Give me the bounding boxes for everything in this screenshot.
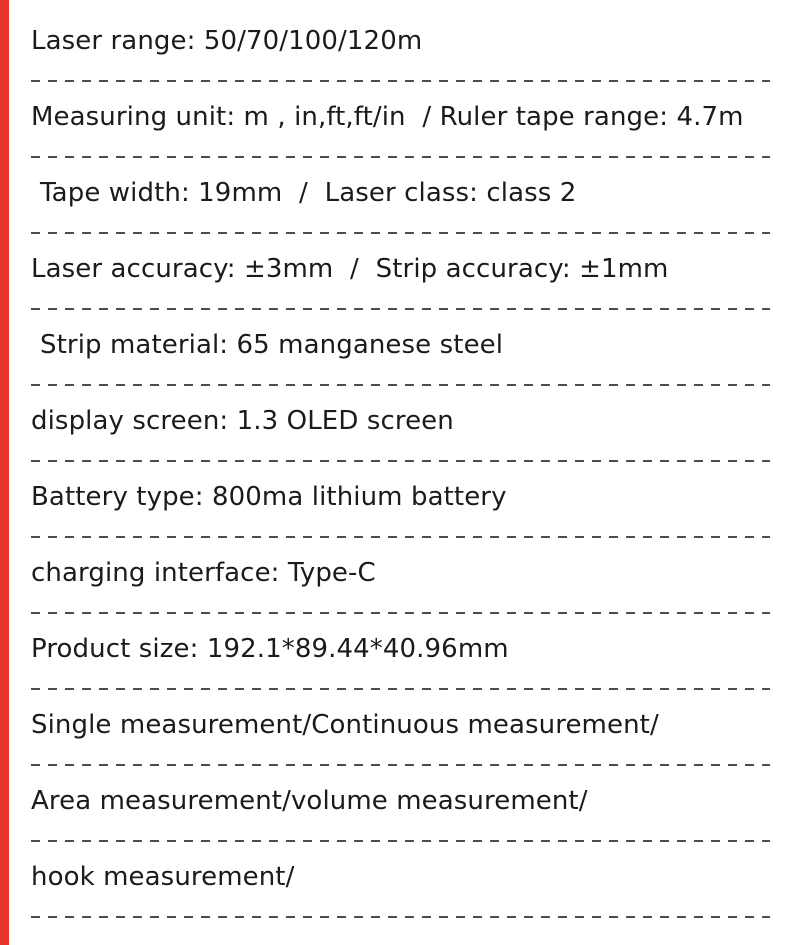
spec-row xyxy=(31,850,770,926)
dashed-divider xyxy=(31,916,770,918)
spec-text: Tape width: 19mm / Laser class: class 2 xyxy=(40,178,577,208)
spec-row xyxy=(31,318,770,394)
dashed-divider xyxy=(31,764,770,766)
spec-row xyxy=(31,166,770,242)
spec-text: Battery type: 800ma lithium battery xyxy=(31,482,507,512)
dashed-divider xyxy=(31,384,770,386)
dashed-divider xyxy=(31,536,770,538)
spec-text: Measuring unit: m , in,ft,ft/in / Ruler tape range: 4.7m xyxy=(31,102,744,132)
spec-text: Laser range: 50/70/100/120m xyxy=(31,26,423,56)
spec-text: Strip material: 65 manganese steel xyxy=(40,330,504,360)
dashed-divider xyxy=(31,156,770,158)
spec-row xyxy=(31,546,770,622)
spec-text: hook measurement/ xyxy=(31,862,295,892)
spec-text: Laser accuracy: ±3mm / Strip accuracy: ±1mm xyxy=(31,254,669,284)
spec-text: Single measurement/Continuous measurement/ xyxy=(31,710,659,740)
dashed-divider xyxy=(31,460,770,462)
spec-row xyxy=(31,14,770,90)
spec-row xyxy=(31,242,770,318)
red-accent-bar xyxy=(0,0,9,945)
spec-row xyxy=(31,90,770,166)
spec-text: charging interface: Type-C xyxy=(31,558,376,588)
spec-text: Area measurement/volume measurement/ xyxy=(31,786,588,816)
dashed-divider xyxy=(31,232,770,234)
dashed-divider xyxy=(31,688,770,690)
dashed-divider xyxy=(31,612,770,614)
dashed-divider xyxy=(31,80,770,82)
spec-row xyxy=(31,622,770,698)
spec-row xyxy=(31,470,770,546)
spec-text: display screen: 1.3 OLED screen xyxy=(31,406,454,436)
spec-list xyxy=(9,0,790,945)
spec-row xyxy=(31,394,770,470)
spec-text: Product size: 192.1*89.44*40.96mm xyxy=(31,634,509,664)
spec-row xyxy=(31,774,770,850)
dashed-divider xyxy=(31,840,770,842)
spec-row xyxy=(31,698,770,774)
dashed-divider xyxy=(31,308,770,310)
